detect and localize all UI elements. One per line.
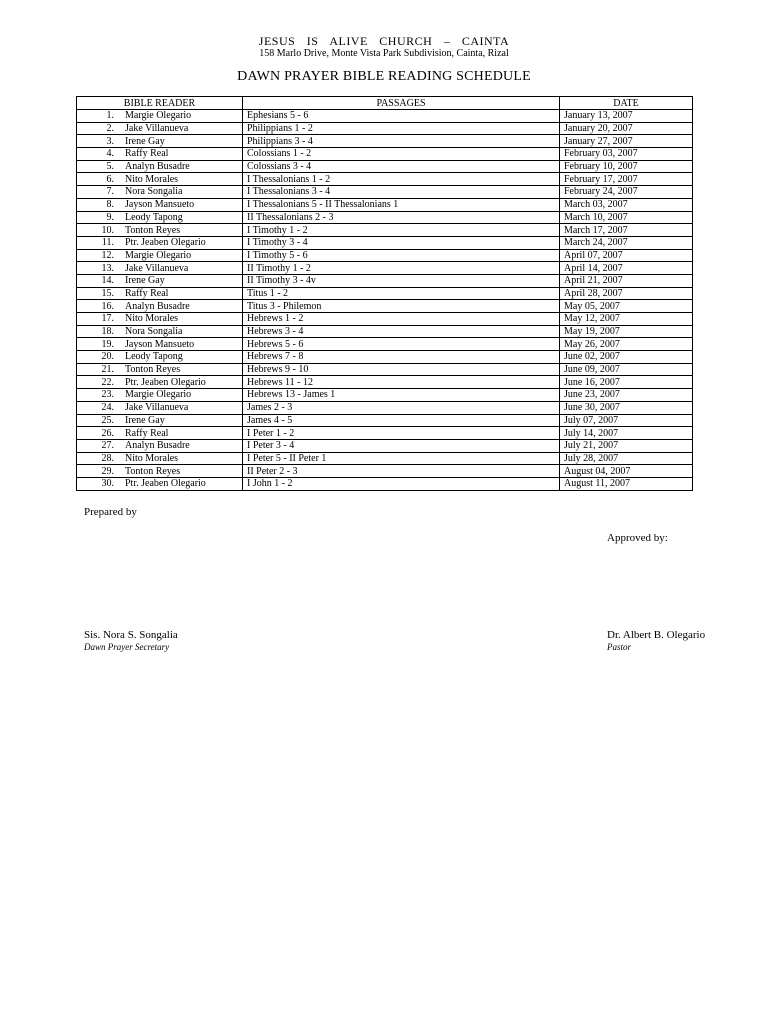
row-number: 15. (101, 287, 114, 299)
date-cell: May 12, 2007 (560, 313, 693, 326)
passage-cell: Ephesians 5 - 6 (243, 110, 560, 123)
passage-cell: Hebrews 3 - 4 (243, 325, 560, 338)
row-number: 27. (101, 440, 114, 452)
passage-cell: II Timothy 3 - 4v (243, 274, 560, 287)
reader-cell (77, 313, 243, 326)
table-row (77, 249, 693, 262)
row-number: 12. (101, 249, 114, 261)
date-cell: May 26, 2007 (560, 338, 693, 351)
date-cell: March 17, 2007 (560, 224, 693, 237)
table-row (77, 160, 693, 173)
reader-cell (77, 401, 243, 414)
passage-cell: I Timothy 5 - 6 (243, 249, 560, 262)
reader-name: Irene Gay (125, 414, 165, 426)
date-cell: June 09, 2007 (560, 363, 693, 376)
passage-cell: Philippians 3 - 4 (243, 135, 560, 148)
reader-name: Raffy Real (125, 427, 169, 439)
date-cell: August 11, 2007 (560, 477, 693, 490)
row-number: 22. (101, 376, 114, 388)
church-address: 158 Marlo Drive, Monte Vista Park Subdivision, Cainta, Rizal (259, 48, 509, 59)
table-row (77, 211, 693, 224)
reader-cell (77, 186, 243, 199)
date-cell: July 07, 2007 (560, 414, 693, 427)
reader-name: Nito Morales (125, 452, 179, 464)
table-row (77, 427, 693, 440)
passage-cell: I Timothy 1 - 2 (243, 224, 560, 237)
table-row (77, 325, 693, 338)
row-number: 13. (101, 262, 114, 274)
reader-name: Tonton Reyes (125, 465, 181, 477)
row-number: 19. (101, 338, 114, 350)
reader-name: Irene Gay (125, 275, 165, 287)
passage-cell: I Peter 1 - 2 (243, 427, 560, 440)
reader-cell (77, 452, 243, 465)
date-cell: August 04, 2007 (560, 465, 693, 478)
reader-name: Nora Songalia (125, 186, 183, 198)
reader-cell (77, 439, 243, 452)
passage-cell: Colossians 1 - 2 (243, 148, 560, 161)
passage-cell: I Peter 3 - 4 (243, 439, 560, 452)
date-cell: June 23, 2007 (560, 389, 693, 402)
row-number: 29. (101, 465, 114, 477)
passage-cell: Hebrews 1 - 2 (243, 313, 560, 326)
reader-name: Margie Olegario (125, 249, 192, 261)
reader-name: Analyn Busadre (125, 161, 190, 173)
table-row (77, 173, 693, 186)
reader-name: Nito Morales (125, 313, 179, 325)
passage-cell: James 4 - 5 (243, 414, 560, 427)
table-row (77, 224, 693, 237)
reader-cell (77, 427, 243, 440)
reader-name: Margie Olegario (125, 110, 192, 122)
row-number: 4. (106, 148, 114, 160)
reader-cell (77, 173, 243, 186)
table-row (77, 135, 693, 148)
reader-cell (77, 110, 243, 123)
row-number: 8. (106, 199, 114, 211)
table-row (77, 401, 693, 414)
reader-cell (77, 338, 243, 351)
date-cell: January 27, 2007 (560, 135, 693, 148)
table-row (77, 338, 693, 351)
reader-name: Ptr. Jeaben Olegario (125, 478, 206, 490)
reader-cell (77, 363, 243, 376)
reader-cell (77, 477, 243, 490)
date-cell: May 19, 2007 (560, 325, 693, 338)
reader-name: Jake Villanueva (125, 123, 189, 135)
table-row (77, 287, 693, 300)
table-row (77, 186, 693, 199)
table-row (77, 122, 693, 135)
row-number: 14. (101, 275, 114, 287)
table-row (77, 439, 693, 452)
reader-cell (77, 262, 243, 275)
table-row (77, 414, 693, 427)
passage-cell: Hebrews 13 - James 1 (243, 389, 560, 402)
reader-cell (77, 198, 243, 211)
reader-cell (77, 414, 243, 427)
approver-role: Pastor (607, 642, 632, 652)
reader-cell (77, 300, 243, 313)
reader-name: Irene Gay (125, 135, 165, 147)
church-name: JESUS IS ALIVE CHURCH – CAINTA (258, 34, 510, 48)
column-header-reader: BIBLE READER (77, 97, 243, 110)
table-row (77, 274, 693, 287)
reader-name: Nito Morales (125, 173, 179, 185)
row-number: 28. (101, 452, 114, 464)
row-number: 24. (101, 402, 114, 414)
table-row (77, 477, 693, 490)
table-row (77, 376, 693, 389)
row-number: 16. (101, 300, 114, 312)
passage-cell: Colossians 3 - 4 (243, 160, 560, 173)
passage-cell: Titus 3 - Philemon (243, 300, 560, 313)
reader-cell (77, 351, 243, 364)
column-header-date: DATE (560, 97, 693, 110)
prepared-by-label: Prepared by (84, 506, 137, 518)
passage-cell: Hebrews 5 - 6 (243, 338, 560, 351)
passage-cell: Hebrews 7 - 8 (243, 351, 560, 364)
reader-name: Jayson Mansueto (125, 199, 195, 211)
table-row (77, 465, 693, 478)
reader-name: Tonton Reyes (125, 364, 181, 376)
reader-cell (77, 325, 243, 338)
passage-cell: I John 1 - 2 (243, 477, 560, 490)
row-number: 5. (106, 161, 114, 173)
reader-name: Leody Tapong (125, 351, 183, 363)
date-cell: March 24, 2007 (560, 236, 693, 249)
row-number: 3. (106, 135, 114, 147)
reader-name: Raffy Real (125, 287, 169, 299)
table-row (77, 351, 693, 364)
approver-signature-block (607, 629, 705, 653)
date-cell: July 14, 2007 (560, 427, 693, 440)
row-number: 9. (106, 211, 114, 223)
reader-name: Tonton Reyes (125, 224, 181, 236)
row-number: 6. (106, 173, 114, 185)
reader-cell (77, 211, 243, 224)
reader-cell (77, 389, 243, 402)
reader-cell (77, 236, 243, 249)
table-row (77, 313, 693, 326)
passage-cell: Philippians 1 - 2 (243, 122, 560, 135)
reader-name: Jake Villanueva (125, 262, 189, 274)
table-header-row (77, 97, 693, 110)
reader-name: Analyn Busadre (125, 440, 190, 452)
table-row (77, 300, 693, 313)
passage-cell: Hebrews 11 - 12 (243, 376, 560, 389)
reader-cell (77, 249, 243, 262)
table-row (77, 452, 693, 465)
passage-cell: I Timothy 3 - 4 (243, 236, 560, 249)
table-row (77, 236, 693, 249)
date-cell: February 10, 2007 (560, 160, 693, 173)
preparer-name: Sis. Nora S. Songalia (84, 629, 178, 641)
date-cell: April 28, 2007 (560, 287, 693, 300)
reader-name: Raffy Real (125, 148, 169, 160)
reader-name: Ptr. Jeaben Olegario (125, 237, 206, 249)
date-cell: February 24, 2007 (560, 186, 693, 199)
row-number: 11. (101, 237, 114, 249)
schedule-title: DAWN PRAYER BIBLE READING SCHEDULE (237, 69, 531, 84)
row-number: 10. (101, 224, 114, 236)
passage-cell: James 2 - 3 (243, 401, 560, 414)
approver-name: Dr. Albert B. Olegario (607, 629, 706, 641)
passage-cell: I Thessalonians 1 - 2 (243, 173, 560, 186)
reader-name: Jake Villanueva (125, 402, 189, 414)
row-number: 21. (101, 364, 114, 376)
date-cell: March 10, 2007 (560, 211, 693, 224)
table-row (77, 389, 693, 402)
preparer-signature-block (84, 629, 178, 653)
schedule-body (77, 110, 693, 491)
reader-cell (77, 376, 243, 389)
reader-cell (77, 160, 243, 173)
reader-cell (77, 274, 243, 287)
date-cell: April 07, 2007 (560, 249, 693, 262)
date-cell: January 13, 2007 (560, 110, 693, 123)
date-cell: March 03, 2007 (560, 198, 693, 211)
table-row (77, 262, 693, 275)
passage-cell: II Thessalonians 2 - 3 (243, 211, 560, 224)
date-cell: June 02, 2007 (560, 351, 693, 364)
date-cell: January 20, 2007 (560, 122, 693, 135)
reader-cell (77, 122, 243, 135)
row-number: 2. (106, 123, 114, 135)
column-header-passages: PASSAGES (243, 97, 560, 110)
reader-name: Margie Olegario (125, 389, 192, 401)
row-number: 20. (101, 351, 114, 363)
reader-cell (77, 287, 243, 300)
date-cell: February 17, 2007 (560, 173, 693, 186)
table-row (77, 148, 693, 161)
approved-by-label: Approved by: (607, 532, 668, 544)
date-cell: July 28, 2007 (560, 452, 693, 465)
date-cell: February 03, 2007 (560, 148, 693, 161)
row-number: 18. (101, 326, 114, 338)
row-number: 17. (101, 313, 114, 325)
passage-cell: I Thessalonians 3 - 4 (243, 186, 560, 199)
row-number: 26. (101, 427, 114, 439)
row-number: 30. (101, 478, 114, 490)
date-cell: June 16, 2007 (560, 376, 693, 389)
reader-cell (77, 148, 243, 161)
reader-name: Nora Songalia (125, 326, 183, 338)
passage-cell: Titus 1 - 2 (243, 287, 560, 300)
reader-name: Ptr. Jeaben Olegario (125, 376, 206, 388)
row-number: 7. (106, 186, 114, 198)
row-number: 1. (106, 110, 114, 122)
reader-cell (77, 465, 243, 478)
row-number: 25. (101, 414, 114, 426)
table-row (77, 110, 693, 123)
passage-cell: I Peter 5 - II Peter 1 (243, 452, 560, 465)
reader-cell (77, 224, 243, 237)
date-cell: April 21, 2007 (560, 274, 693, 287)
preparer-role: Dawn Prayer Secretary (84, 642, 170, 652)
reader-name: Leody Tapong (125, 211, 183, 223)
date-cell: April 14, 2007 (560, 262, 693, 275)
date-cell: June 30, 2007 (560, 401, 693, 414)
reading-schedule-table (76, 96, 693, 491)
date-cell: July 21, 2007 (560, 439, 693, 452)
passage-cell: II Timothy 1 - 2 (243, 262, 560, 275)
date-cell: May 05, 2007 (560, 300, 693, 313)
reader-name: Jayson Mansueto (125, 338, 195, 350)
reader-name: Analyn Busadre (125, 300, 190, 312)
passage-cell: Hebrews 9 - 10 (243, 363, 560, 376)
passage-cell: II Peter 2 - 3 (243, 465, 560, 478)
table-row (77, 363, 693, 376)
row-number: 23. (101, 389, 114, 401)
reader-cell (77, 135, 243, 148)
passage-cell: I Thessalonians 5 - II Thessalonians 1 (243, 198, 560, 211)
table-row (77, 198, 693, 211)
